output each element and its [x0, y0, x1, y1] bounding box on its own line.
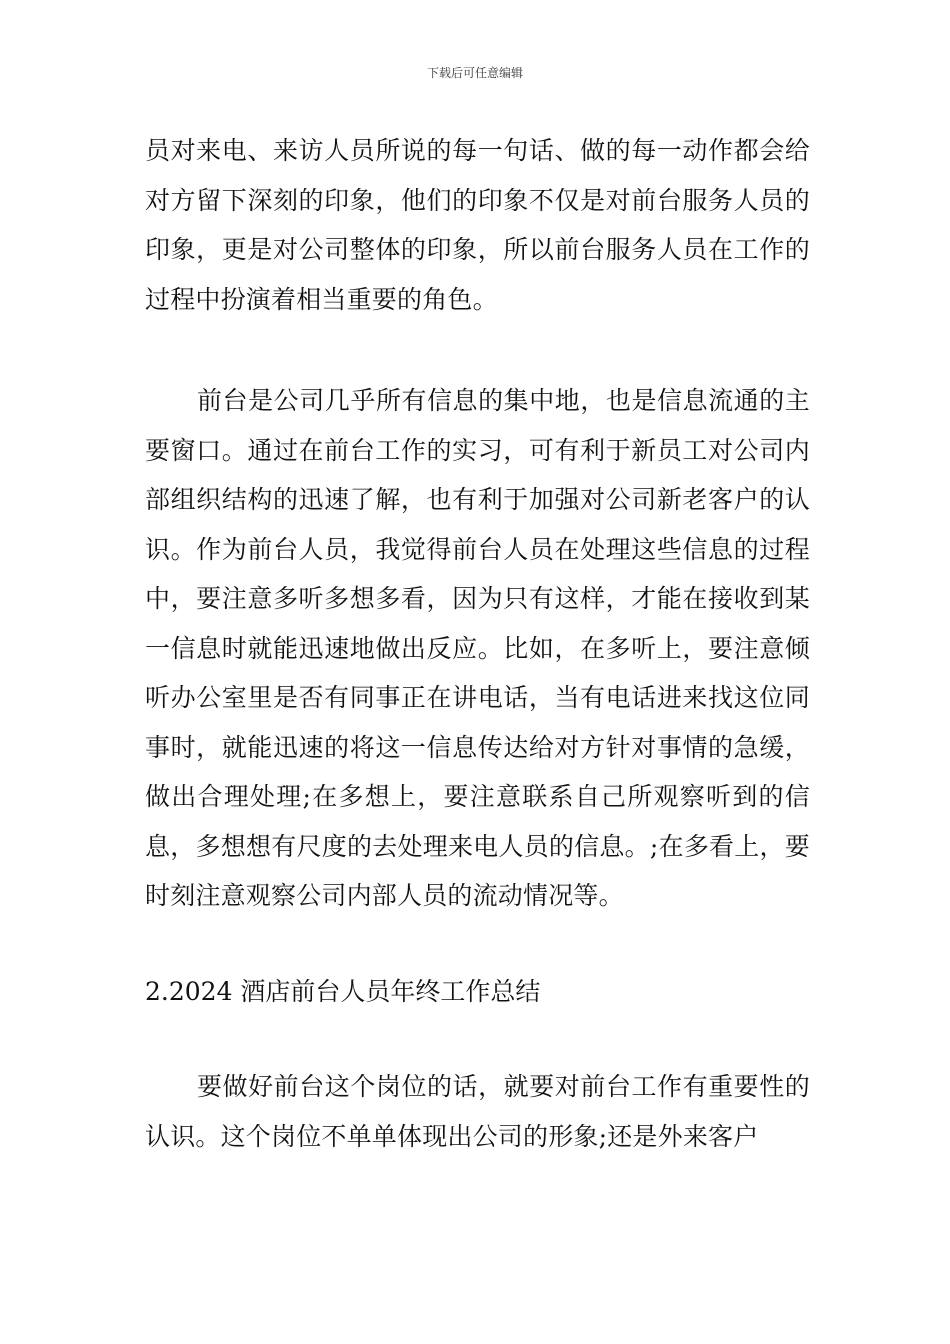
paragraph-spacer — [145, 921, 810, 967]
document-body — [145, 126, 810, 1161]
page-header: 下载后可任意编辑 — [426, 66, 523, 80]
paragraph-1: 员对来电、来访人员所说的每一句话、做的每一动作都会给对方留下深刻的印象，他们的印象不仅是对前台服务人员的印象，更是对公司整体的印象，所以前台服务人员在工作的过程中扮演着相当重要的角色。 — [145, 136, 810, 314]
paragraph-3: 要做好前台这个岗位的话，就要对前台工作有重要性的认识。这个岗位不单单体现出公司的形象;还是外来客户 — [145, 1072, 810, 1151]
paragraph-spacer — [145, 324, 810, 376]
section-heading: 2.2024 酒店前台人员年终工作总结 — [145, 976, 541, 1006]
paragraph-spacer — [145, 1016, 810, 1062]
paragraph-2: 前台是公司几乎所有信息的集中地，也是信息流通的主要窗口。通过在前台工作的实习，可有利于新员工对公司内部组织结构的迅速了解，也有利于加强对公司新老客户的认识。作为前台人员，我觉得前台人员在处理这些信息的过程中，要注意多听多想多看，因为只有这样，才能在接收到某一信息时就能迅速地做出反应。比如，在多听上，要注意倾听办公室里是否有同事正在讲电话，当有电话进来找这位同事时，就能迅速的将这一信息传达给对方针对事情的急缓，做出合理处理;在多想上，要注意联系自己所观察听到的信息，多想想有尺度的去处理来电人员的信息。;在多看上，要时刻注意观察公司内部人员的流动情况等。 — [145, 386, 810, 910]
